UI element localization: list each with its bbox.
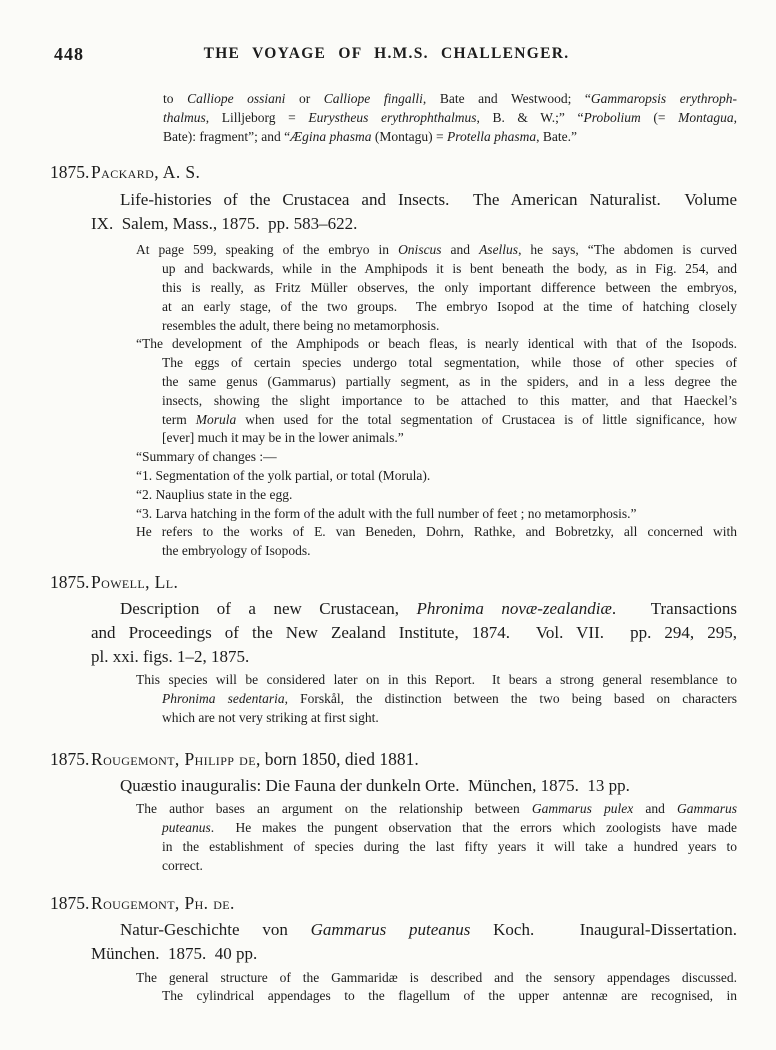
entry-heading [50,570,737,594]
text-line: correct. [162,857,203,873]
entry-notes [50,969,737,1007]
text-line: and Proceedings of the New Zealand Institute, 1874. Vol. VII. pp. 294, 295, [91,622,737,642]
text-line: At page 599, speaking of the embryo in Oniscus and Asellus, he says, “The abdomen is curved [136,242,737,258]
text-line: in the establishment of species during the last fifty years it will take a hundred years to [162,838,737,854]
text-line: the same genus (Gammarus) partially segment, as in the spiders, and in a less degree the [162,373,737,389]
text-line: puteanus. He makes the pungent observation that the errors which zoologists have made [162,820,737,836]
entry-note [136,523,737,561]
text-line: Life-histories of the Crustacea and Insects. The American Naturalist. Volume [120,190,737,210]
entry-note [136,969,737,1007]
running-title: THE VOYAGE OF H.M.S. CHALLENGER. [203,45,570,62]
text-line: at an early stage, of the two groups. The embryo Isopod at the time of hatching closely [162,298,737,314]
entry-author: Rougemont, Philipp de, born 1850, died 1881. [91,749,419,770]
text-line: [ever] much it may be in the lower animals.” [162,430,404,446]
text-line: insects, showing the slight importance to be attached to this matter, and that Haeckel’s [162,392,737,408]
text-line: Phronima sedentaria, Forskål, the distinction between the two being based on characters [162,690,737,706]
text-line: “Summary of changes :— [136,449,277,465]
text-line: “The development of the Amphipods or beach fleas, is nearly identical with that of the Isopods. [136,336,737,352]
entry-rougemont-ph [50,891,737,1007]
entry-heading [50,891,737,915]
continuation-note [163,90,737,146]
text-line: The eggs of certain species undergo total segmentation, while those of other species of [162,355,737,371]
text-line: Quæstio inauguralis: Die Fauna der dunkeln Orte. München, 1875. 13 pp. [120,776,630,796]
entry-author: Rougemont, Ph. de. [91,892,235,913]
entry-title [91,597,737,669]
entry-year: 1875. [50,162,90,183]
entry-note [136,241,737,335]
text-line: this is really, as Fritz Müller observes, the only important difference between the embryos, [162,279,737,295]
entry-title [91,188,737,236]
entry-note [136,505,737,524]
entry-notes [50,671,737,727]
text-line: The general structure of the Gammaridæ is described and the sensory appendages discussed. [136,969,737,985]
entry-year: 1875. [50,749,90,770]
text-line: resembles the adult, there being no metamorphosis. [162,317,440,333]
text-line: Bate): fragment”; and “Ægina phasma (Montagu) = Protella phasma, Bate.” [163,128,577,144]
entry-note [136,467,737,486]
text-line: He refers to the works of E. van Beneden, Dohrn, Rathke, and Bobretzky, all concerned with [136,524,737,540]
page-header [50,44,737,64]
entry-title [91,918,737,966]
entry-year: 1875. [50,892,90,913]
entry-year: 1875. [50,571,90,592]
text-line: “3. Larva hatching in the form of the adult with the full number of feet ; no metamorphosis.” [136,505,637,521]
entry-rougemont-philipp [50,747,737,875]
text-line: Natur-Geschichte von Gammarus puteanus Koch. Inaugural-Dissertation. [120,919,737,939]
text-line: term Morula when used for the total segmentation of Crustacea is of little significance, how [162,411,737,427]
text-line: Description of a new Crustacean, Phronima novæ-zealandiæ. Transactions [120,598,737,618]
entry-note [136,335,737,448]
entry-notes [50,800,737,875]
text-line: “1. Segmentation of the yolk partial, or total (Morula). [136,467,431,483]
text-line: the embryology of Isopods. [162,543,311,559]
entry-note [136,800,737,875]
text-line: This species will be considered later on in this Report. It bears a strong general resemblance to [136,671,737,687]
text-line: up and backwards, while in the Amphipods it is bent beneath the body, as in Fig. 254, and [162,261,737,277]
entry-author: Powell, Ll. [91,571,179,592]
entry-heading [50,160,737,184]
entry-note [136,486,737,505]
text-line: to Calliope ossiani or Calliope fingalli, Bate and Westwood; “Gammaropsis erythroph- [163,91,737,106]
entry-notes [50,241,737,561]
entry-packard [50,160,737,561]
entry-note [136,671,737,727]
text-line: “2. Nauplius state in the egg. [136,486,293,502]
page-number: 448 [54,44,84,64]
entry-title [91,774,737,798]
entry-heading [50,747,737,771]
text-line: which are not very striking at first sight. [162,709,379,725]
text-line: München. 1875. 40 pp. [91,943,258,963]
entry-author: Packard, A. S. [91,162,201,183]
text-line: The cylindrical appendages to the flagellum of the upper antennæ are recognised, in [162,988,737,1004]
text-line: thalmus, Lilljeborg = Eurystheus erythrophthalmus, B. & W.;” “Probolium (= Montagua, [163,109,738,125]
text-line: pl. xxi. figs. 1–2, 1875. [91,646,250,666]
text-line: The author bases an argument on the relationship between Gammarus pulex and Gammarus [136,801,737,817]
entry-note [136,448,737,467]
text-line: IX. Salem, Mass., 1875. pp. 583–622. [91,214,358,234]
entry-powell [50,570,737,727]
